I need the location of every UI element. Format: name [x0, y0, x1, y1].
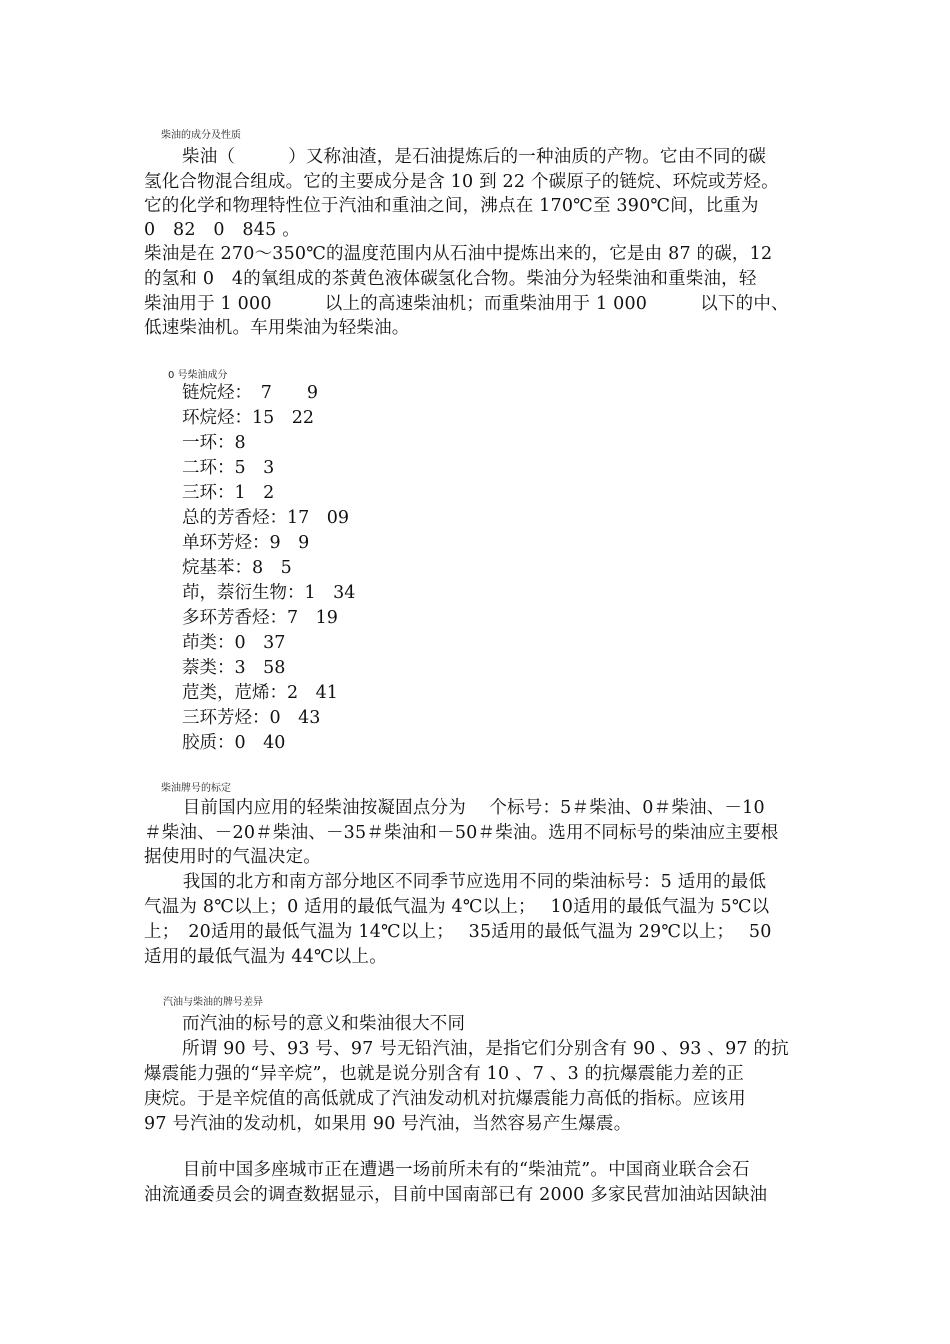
component-item: 茚，萘衍生物：1 34 — [182, 583, 356, 603]
grades-line-3: 据使用时的气温决定。 — [144, 847, 321, 867]
intro-line-7: 柴油用于 1 000 以上的高速柴油机；而重柴油用于 1 000 以下的中、 — [144, 294, 789, 314]
gasoline-line-2: 所谓 90 号、93 号、97 号无铅汽油，是指它们分别含有 90 、93 、97 的抗 — [182, 1039, 789, 1059]
grades-line-4: 我国的北方和南方部分地区不同季节应选用不同的柴油标号：5 适用的最低 — [165, 872, 767, 892]
component-item: 茚类：0 37 — [182, 633, 286, 653]
intro-line-4: 0 82 0 845 。 — [144, 220, 300, 240]
component-item: 环烷烃：15 22 — [182, 408, 315, 428]
intro-line-5: 柴油是在 270～350℃的温度范围内从石油中提炼出来的，它是由 87 的碳，12 — [144, 244, 773, 264]
component-item: 三环：1 2 — [182, 483, 275, 503]
component-item: 烷基苯：8 5 — [182, 558, 292, 578]
component-item: 一环：8 — [182, 433, 246, 453]
component-item: 总的芳香烃：17 09 — [182, 508, 350, 528]
gasoline-line-4: 庚烷。于是辛烷值的高低就成了汽油发动机对抗爆震能力高低的指标。应该用 — [144, 1089, 746, 1109]
grades-line-1: 目前国内应用的轻柴油按凝固点分为 个标号：5＃柴油、0＃柴油、－10 — [165, 798, 765, 818]
grades-line-6: 上； 20适用的最低气温为 14℃以上； 35适用的最低气温为 29℃以上； 50 — [144, 922, 772, 942]
component-item: 苊类，苊烯：2 41 — [182, 683, 338, 703]
gasoline-line-3: 爆震能力强的“异辛烷”，也就是说分别含有 10 、7 、3 的抗爆震能力差的正 — [144, 1064, 744, 1084]
shortage-line-2: 油流通委员会的调查数据显示，目前中国南部已有 2000 多家民营加油站因缺油 — [144, 1185, 768, 1205]
component-item: 胶质：0 40 — [182, 733, 286, 753]
gasoline-line-5: 97 号汽油的发动机，如果用 90 号汽油，当然容易产生爆震。 — [144, 1114, 632, 1134]
component-item: 链烷烃： 7 9 — [182, 383, 319, 403]
component-item: 多环芳香烃：7 19 — [182, 608, 338, 628]
component-item: 单环芳烃：9 9 — [182, 533, 310, 553]
component-item: 三环芳烃：0 43 — [182, 708, 321, 728]
gasoline-line-1: 而汽油的标号的意义和柴油很大不同 — [182, 1014, 466, 1034]
heading-composition: 柴油的成分及性质 — [161, 130, 241, 141]
intro-line-6: 的氢和 0 4的氧组成的茶黄色液体碳氢化合物。柴油分为轻柴油和重柴油，轻 — [144, 269, 757, 289]
grades-line-2: ＃柴油、－20＃柴油、－35＃柴油和－50＃柴油。选用不同标号的柴油应主要根 — [144, 823, 779, 843]
heading-zero-diesel: 0 号柴油成分 — [168, 370, 228, 381]
component-item: 萘类：3 58 — [182, 658, 286, 678]
intro-line-1: 柴油（ ）又称油渣，是石油提炼后的一种油质的产物。它由不同的碳 — [182, 147, 767, 167]
component-item: 二环：5 3 — [182, 458, 275, 478]
intro-line-8: 低速柴油机。车用柴油为轻柴油。 — [144, 318, 410, 338]
shortage-line-1: 目前中国多座城市正在遭遇一场前所未有的“柴油荒”。中国商业联合会石 — [165, 1160, 750, 1180]
heading-grades: 柴油牌号的标定 — [161, 783, 231, 794]
heading-gasoline-diesel: 汽油与柴油的牌号差异 — [163, 997, 263, 1008]
grades-line-5: 气温为 8℃以上；0 适用的最低气温为 4℃以上； 10适用的最低气温为 5℃以 — [144, 897, 770, 917]
grades-line-7: 适用的最低气温为 44℃以上。 — [144, 947, 387, 967]
intro-line-3: 它的化学和物理特性位于汽油和重油之间，沸点在 170℃至 390℃间，比重为 — [144, 196, 759, 216]
intro-line-2: 氢化合物混合组成。它的主要成分是含 10 到 22 个碳原子的链烷、环烷或芳烃。 — [144, 172, 779, 192]
